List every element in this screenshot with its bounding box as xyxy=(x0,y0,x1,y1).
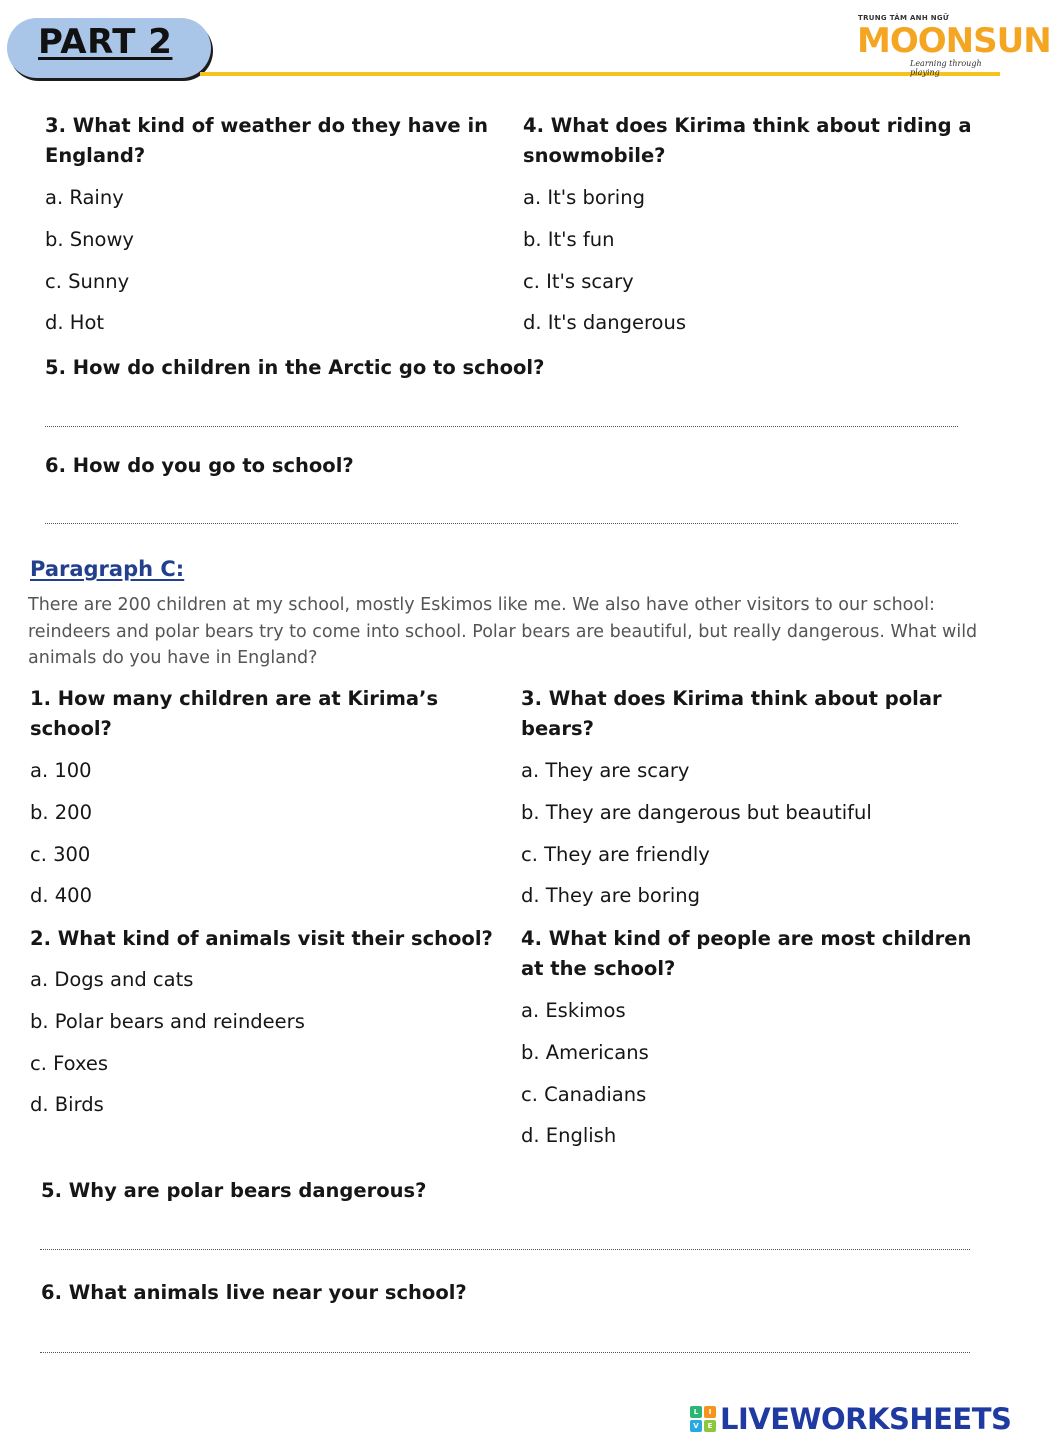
option-b4-b[interactable]: b. It's fun xyxy=(523,228,615,251)
lw-cell-e: E xyxy=(704,1420,716,1432)
question-c1-line1: 1. How many children are at Kirima’s xyxy=(30,687,439,710)
part-title: PART 2 xyxy=(38,22,173,62)
option-b4-a[interactable]: a. It's boring xyxy=(523,186,645,209)
option-c3-c[interactable]: c. They are friendly xyxy=(521,843,710,866)
question-c1-line2: school? xyxy=(30,717,112,740)
option-c2-b[interactable]: b. Polar bears and reindeers xyxy=(30,1010,305,1033)
lw-cell-i: I xyxy=(704,1406,716,1418)
question-c1 xyxy=(30,684,438,744)
lw-cell-v: V xyxy=(690,1420,702,1432)
option-c4-c[interactable]: c. Canadians xyxy=(521,1083,647,1106)
option-c1-b[interactable]: b. 200 xyxy=(30,801,92,824)
option-c3-d[interactable]: d. They are boring xyxy=(521,884,700,907)
liveworksheets-brand[interactable]: LIVEWORKSHEETS xyxy=(720,1402,1012,1436)
logo-top-text: TRUNG TÂM ANH NGỮ xyxy=(858,14,950,22)
option-b4-c[interactable]: c. It's scary xyxy=(523,270,634,293)
option-b4-d[interactable]: d. It's dangerous xyxy=(523,311,686,334)
question-b5: 5. How do children in the Arctic go to school? xyxy=(45,356,545,379)
paragraph-c-text: There are 200 children at my school, mostly Eskimos like me. We also have other visitors to our school: reindeers and polar bears try to come into school. Polar bears are beautiful, but really dangerous. What wild animals do you have in England? xyxy=(28,595,978,668)
option-c3-b[interactable]: b. They are dangerous but beautiful xyxy=(521,801,872,824)
option-c1-a[interactable]: a. 100 xyxy=(30,759,92,782)
question-b6: 6. How do you go to school? xyxy=(45,454,354,477)
answer-line-c5[interactable] xyxy=(40,1249,970,1250)
option-c4-b[interactable]: b. Americans xyxy=(521,1041,649,1064)
paragraph-c-title: Paragraph C: xyxy=(30,557,185,581)
question-b4 xyxy=(523,111,972,171)
option-c2-a[interactable]: a. Dogs and cats xyxy=(30,968,194,991)
option-c2-d[interactable]: d. Birds xyxy=(30,1093,104,1116)
logo-tagline: Learning through playing xyxy=(910,59,982,77)
question-b4-line2: snowmobile? xyxy=(523,144,666,167)
liveworksheets-icon xyxy=(690,1406,718,1434)
option-c1-d[interactable]: d. 400 xyxy=(30,884,92,907)
option-b3-c[interactable]: c. Sunny xyxy=(45,270,130,293)
header-divider xyxy=(200,72,1000,76)
question-c2: 2. What kind of animals visit their school? xyxy=(30,927,493,950)
option-b3-d[interactable]: d. Hot xyxy=(45,311,105,334)
option-c3-a[interactable]: a. They are scary xyxy=(521,759,690,782)
question-c3-line2: bears? xyxy=(521,717,594,740)
option-b3-a[interactable]: a. Rainy xyxy=(45,186,124,209)
option-c4-d[interactable]: d. English xyxy=(521,1124,617,1147)
answer-line-c6[interactable] xyxy=(40,1352,970,1353)
question-b4-line1: 4. What does Kirima think about riding a xyxy=(523,114,972,137)
option-c1-c[interactable]: c. 300 xyxy=(30,843,91,866)
question-c3 xyxy=(521,684,942,744)
question-b3 xyxy=(45,111,488,171)
question-c5: 5. Why are polar bears dangerous? xyxy=(41,1179,427,1202)
option-c2-c[interactable]: c. Foxes xyxy=(30,1052,109,1075)
question-c4 xyxy=(521,924,971,984)
question-c4-line2: at the school? xyxy=(521,957,676,980)
lw-cell-l: L xyxy=(690,1406,702,1418)
option-b3-b[interactable]: b. Snowy xyxy=(45,228,134,251)
answer-line-b5[interactable] xyxy=(45,426,958,427)
question-c4-line1: 4. What kind of people are most children xyxy=(521,927,972,950)
option-c4-a[interactable]: a. Eskimos xyxy=(521,999,626,1022)
question-c3-line1: 3. What does Kirima think about polar xyxy=(521,687,942,710)
question-b3-line1: 3. What kind of weather do they have in xyxy=(45,114,489,137)
logo-wordmark: MOONSUN xyxy=(857,21,1051,61)
question-b3-line2: England? xyxy=(45,144,146,167)
question-c6: 6. What animals live near your school? xyxy=(41,1281,467,1304)
answer-line-b6[interactable] xyxy=(45,523,958,524)
